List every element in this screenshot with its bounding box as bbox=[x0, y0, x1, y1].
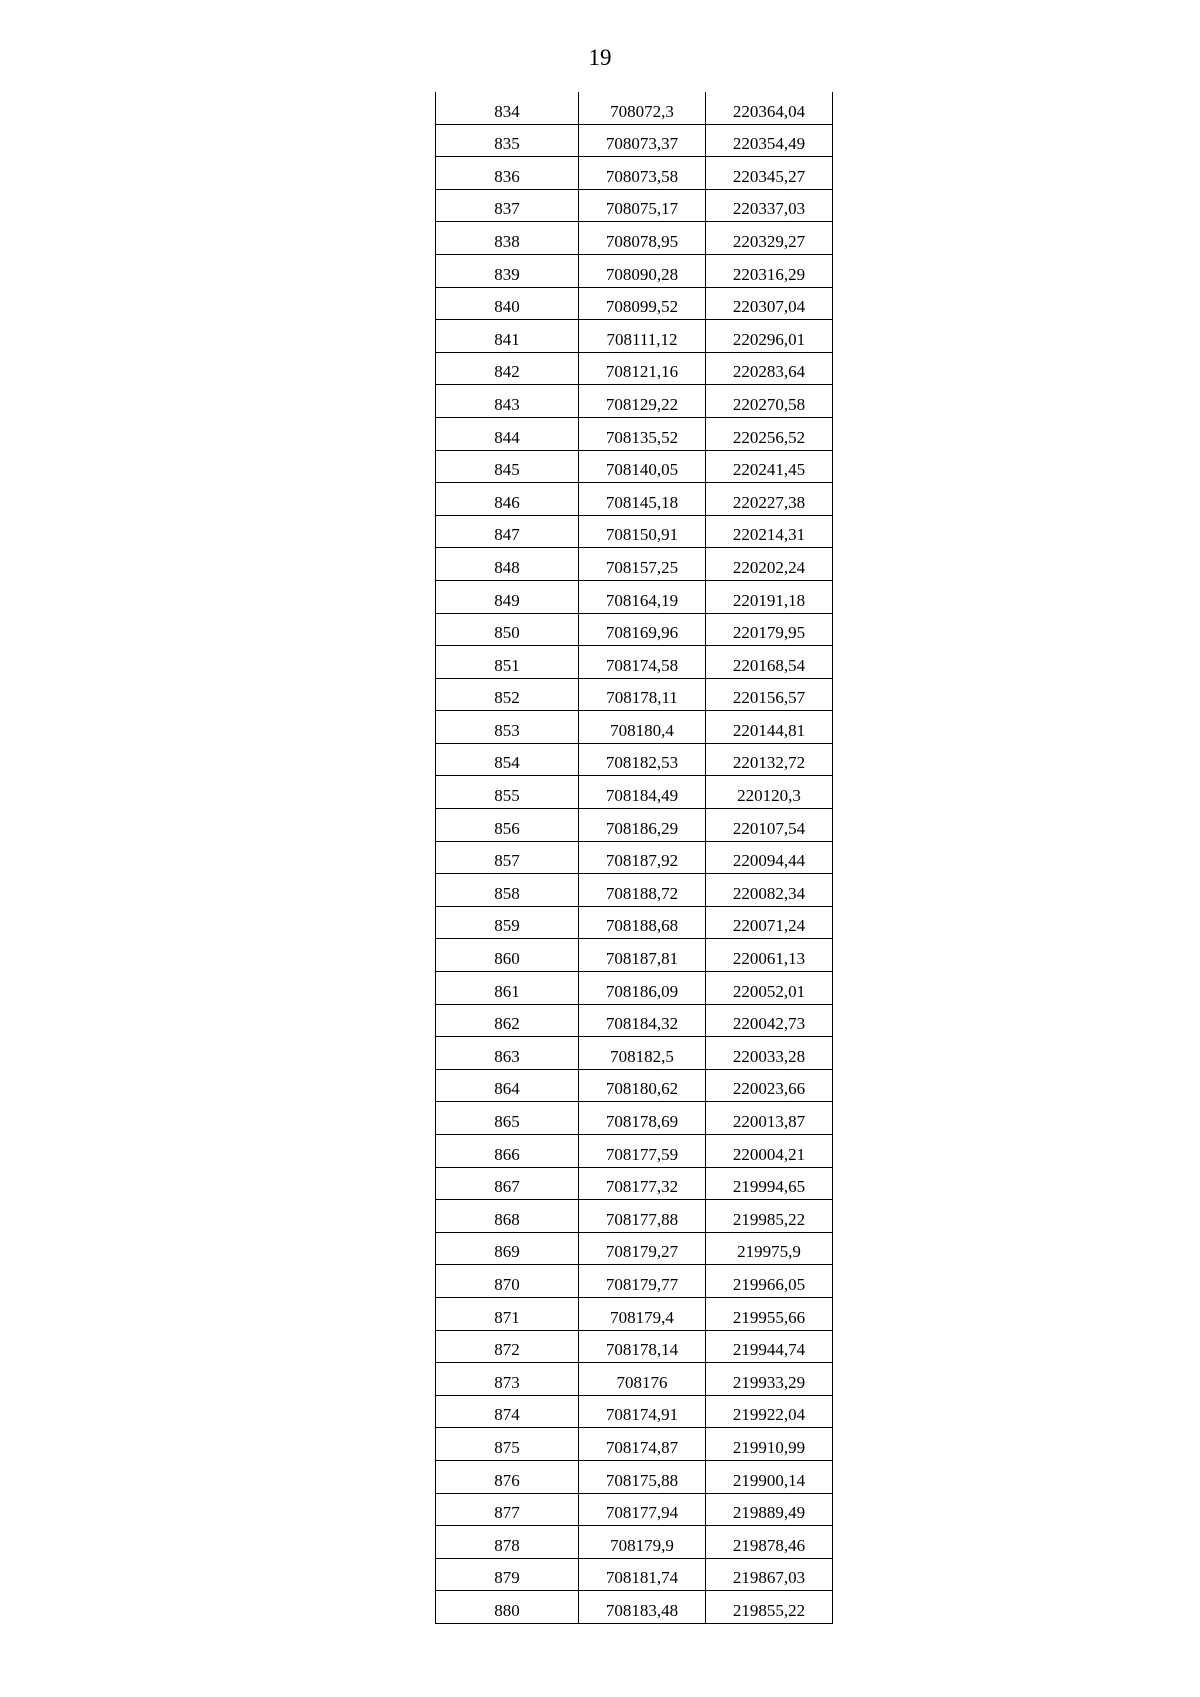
y-coordinate-cell: 219867,03 bbox=[706, 1558, 833, 1591]
table-row bbox=[436, 352, 833, 385]
x-coordinate-cell: 708179,27 bbox=[579, 1232, 706, 1265]
y-coordinate-cell: 219889,49 bbox=[706, 1493, 833, 1526]
point-number-cell: 870 bbox=[436, 1265, 579, 1298]
table-row bbox=[436, 483, 833, 516]
table-row bbox=[436, 1591, 833, 1624]
x-coordinate-cell: 708179,9 bbox=[579, 1526, 706, 1559]
y-coordinate-cell: 219933,29 bbox=[706, 1363, 833, 1396]
x-coordinate-cell: 708111,12 bbox=[579, 320, 706, 353]
point-number-cell: 874 bbox=[436, 1395, 579, 1428]
y-coordinate-cell: 219878,46 bbox=[706, 1526, 833, 1559]
table-row bbox=[436, 1232, 833, 1265]
table-row bbox=[436, 1493, 833, 1526]
point-number-cell: 880 bbox=[436, 1591, 579, 1624]
point-number-cell: 866 bbox=[436, 1135, 579, 1168]
x-coordinate-cell: 708180,4 bbox=[579, 711, 706, 744]
x-coordinate-cell: 708129,22 bbox=[579, 385, 706, 418]
point-number-cell: 867 bbox=[436, 1167, 579, 1200]
table-row bbox=[436, 1200, 833, 1233]
point-number-cell: 871 bbox=[436, 1297, 579, 1330]
y-coordinate-cell: 220033,28 bbox=[706, 1037, 833, 1070]
y-coordinate-cell: 220241,45 bbox=[706, 450, 833, 483]
table-row bbox=[436, 254, 833, 287]
point-number-cell: 878 bbox=[436, 1526, 579, 1559]
point-number-cell: 838 bbox=[436, 222, 579, 255]
x-coordinate-cell: 708175,88 bbox=[579, 1460, 706, 1493]
y-coordinate-cell: 220168,54 bbox=[706, 646, 833, 679]
coordinates-table bbox=[435, 92, 833, 1624]
table-row bbox=[436, 1526, 833, 1559]
x-coordinate-cell: 708186,29 bbox=[579, 809, 706, 842]
point-number-cell: 868 bbox=[436, 1200, 579, 1233]
x-coordinate-cell: 708121,16 bbox=[579, 352, 706, 385]
x-coordinate-cell: 708182,53 bbox=[579, 743, 706, 776]
table-row bbox=[436, 189, 833, 222]
point-number-cell: 850 bbox=[436, 613, 579, 646]
x-coordinate-cell: 708178,69 bbox=[579, 1102, 706, 1135]
point-number-cell: 851 bbox=[436, 646, 579, 679]
x-coordinate-cell: 708179,4 bbox=[579, 1297, 706, 1330]
x-coordinate-cell: 708090,28 bbox=[579, 254, 706, 287]
y-coordinate-cell: 220337,03 bbox=[706, 189, 833, 222]
table-row bbox=[436, 646, 833, 679]
y-coordinate-cell: 219985,22 bbox=[706, 1200, 833, 1233]
point-number-cell: 857 bbox=[436, 841, 579, 874]
y-coordinate-cell: 219994,65 bbox=[706, 1167, 833, 1200]
y-coordinate-cell: 219966,05 bbox=[706, 1265, 833, 1298]
table-row bbox=[436, 1395, 833, 1428]
x-coordinate-cell: 708135,52 bbox=[579, 417, 706, 450]
point-number-cell: 835 bbox=[436, 124, 579, 157]
point-number-cell: 842 bbox=[436, 352, 579, 385]
x-coordinate-cell: 708177,94 bbox=[579, 1493, 706, 1526]
x-coordinate-cell: 708150,91 bbox=[579, 515, 706, 548]
x-coordinate-cell: 708177,88 bbox=[579, 1200, 706, 1233]
y-coordinate-cell: 219910,99 bbox=[706, 1428, 833, 1461]
point-number-cell: 834 bbox=[436, 92, 579, 124]
x-coordinate-cell: 708182,5 bbox=[579, 1037, 706, 1070]
x-coordinate-cell: 708187,92 bbox=[579, 841, 706, 874]
y-coordinate-cell: 220191,18 bbox=[706, 580, 833, 613]
x-coordinate-cell: 708157,25 bbox=[579, 548, 706, 581]
point-number-cell: 872 bbox=[436, 1330, 579, 1363]
y-coordinate-cell: 220364,04 bbox=[706, 92, 833, 124]
table-row bbox=[436, 450, 833, 483]
x-coordinate-cell: 708177,32 bbox=[579, 1167, 706, 1200]
point-number-cell: 843 bbox=[436, 385, 579, 418]
point-number-cell: 844 bbox=[436, 417, 579, 450]
y-coordinate-cell: 219922,04 bbox=[706, 1395, 833, 1428]
x-coordinate-cell: 708183,48 bbox=[579, 1591, 706, 1624]
table-row bbox=[436, 906, 833, 939]
x-coordinate-cell: 708184,49 bbox=[579, 776, 706, 809]
x-coordinate-cell: 708073,58 bbox=[579, 157, 706, 190]
x-coordinate-cell: 708180,62 bbox=[579, 1069, 706, 1102]
table-row bbox=[436, 580, 833, 613]
point-number-cell: 876 bbox=[436, 1460, 579, 1493]
coordinates-table-body bbox=[436, 92, 833, 1623]
table-row bbox=[436, 1265, 833, 1298]
x-coordinate-cell: 708188,68 bbox=[579, 906, 706, 939]
point-number-cell: 877 bbox=[436, 1493, 579, 1526]
point-number-cell: 853 bbox=[436, 711, 579, 744]
point-number-cell: 841 bbox=[436, 320, 579, 353]
point-number-cell: 879 bbox=[436, 1558, 579, 1591]
x-coordinate-cell: 708178,11 bbox=[579, 678, 706, 711]
x-coordinate-cell: 708186,09 bbox=[579, 972, 706, 1005]
point-number-cell: 847 bbox=[436, 515, 579, 548]
table-row bbox=[436, 1004, 833, 1037]
y-coordinate-cell: 220179,95 bbox=[706, 613, 833, 646]
table-row bbox=[436, 92, 833, 124]
y-coordinate-cell: 220256,52 bbox=[706, 417, 833, 450]
y-coordinate-cell: 220214,31 bbox=[706, 515, 833, 548]
table-row bbox=[436, 678, 833, 711]
point-number-cell: 869 bbox=[436, 1232, 579, 1265]
table-row bbox=[436, 515, 833, 548]
point-number-cell: 846 bbox=[436, 483, 579, 516]
point-number-cell: 859 bbox=[436, 906, 579, 939]
point-number-cell: 836 bbox=[436, 157, 579, 190]
point-number-cell: 858 bbox=[436, 874, 579, 907]
table-row bbox=[436, 1558, 833, 1591]
y-coordinate-cell: 220094,44 bbox=[706, 841, 833, 874]
point-number-cell: 848 bbox=[436, 548, 579, 581]
y-coordinate-cell: 220052,01 bbox=[706, 972, 833, 1005]
y-coordinate-cell: 220202,24 bbox=[706, 548, 833, 581]
y-coordinate-cell: 219975,9 bbox=[706, 1232, 833, 1265]
point-number-cell: 837 bbox=[436, 189, 579, 222]
x-coordinate-cell: 708188,72 bbox=[579, 874, 706, 907]
x-coordinate-cell: 708169,96 bbox=[579, 613, 706, 646]
table-row bbox=[436, 548, 833, 581]
y-coordinate-cell: 220270,58 bbox=[706, 385, 833, 418]
y-coordinate-cell: 220120,3 bbox=[706, 776, 833, 809]
y-coordinate-cell: 220013,87 bbox=[706, 1102, 833, 1135]
y-coordinate-cell: 220061,13 bbox=[706, 939, 833, 972]
y-coordinate-cell: 220042,73 bbox=[706, 1004, 833, 1037]
x-coordinate-cell: 708075,17 bbox=[579, 189, 706, 222]
x-coordinate-cell: 708072,3 bbox=[579, 92, 706, 124]
x-coordinate-cell: 708179,77 bbox=[579, 1265, 706, 1298]
y-coordinate-cell: 220227,38 bbox=[706, 483, 833, 516]
table-row bbox=[436, 1102, 833, 1135]
page-number: 19 bbox=[588, 45, 612, 70]
y-coordinate-cell: 220316,29 bbox=[706, 254, 833, 287]
table-row bbox=[436, 157, 833, 190]
x-coordinate-cell: 708174,87 bbox=[579, 1428, 706, 1461]
point-number-cell: 845 bbox=[436, 450, 579, 483]
table-row bbox=[436, 1167, 833, 1200]
table-row bbox=[436, 809, 833, 842]
point-number-cell: 875 bbox=[436, 1428, 579, 1461]
x-coordinate-cell: 708174,91 bbox=[579, 1395, 706, 1428]
table-row bbox=[436, 613, 833, 646]
table-row bbox=[436, 1069, 833, 1102]
y-coordinate-cell: 220329,27 bbox=[706, 222, 833, 255]
y-coordinate-cell: 220354,49 bbox=[706, 124, 833, 157]
x-coordinate-cell: 708177,59 bbox=[579, 1135, 706, 1168]
y-coordinate-cell: 220296,01 bbox=[706, 320, 833, 353]
table-row bbox=[436, 222, 833, 255]
y-coordinate-cell: 220307,04 bbox=[706, 287, 833, 320]
table-row bbox=[436, 939, 833, 972]
table-row bbox=[436, 385, 833, 418]
y-coordinate-cell: 220071,24 bbox=[706, 906, 833, 939]
point-number-cell: 860 bbox=[436, 939, 579, 972]
y-coordinate-cell: 220345,27 bbox=[706, 157, 833, 190]
table-row bbox=[436, 1330, 833, 1363]
point-number-cell: 864 bbox=[436, 1069, 579, 1102]
x-coordinate-cell: 708178,14 bbox=[579, 1330, 706, 1363]
y-coordinate-cell: 220082,34 bbox=[706, 874, 833, 907]
point-number-cell: 873 bbox=[436, 1363, 579, 1396]
table-row bbox=[436, 417, 833, 450]
point-number-cell: 861 bbox=[436, 972, 579, 1005]
point-number-cell: 852 bbox=[436, 678, 579, 711]
y-coordinate-cell: 220132,72 bbox=[706, 743, 833, 776]
table-row bbox=[436, 874, 833, 907]
x-coordinate-cell: 708187,81 bbox=[579, 939, 706, 972]
x-coordinate-cell: 708176 bbox=[579, 1363, 706, 1396]
table-row bbox=[436, 1428, 833, 1461]
y-coordinate-cell: 220156,57 bbox=[706, 678, 833, 711]
x-coordinate-cell: 708073,37 bbox=[579, 124, 706, 157]
y-coordinate-cell: 219855,22 bbox=[706, 1591, 833, 1624]
table-row bbox=[436, 972, 833, 1005]
x-coordinate-cell: 708174,58 bbox=[579, 646, 706, 679]
table-row bbox=[436, 776, 833, 809]
point-number-cell: 862 bbox=[436, 1004, 579, 1037]
y-coordinate-cell: 219944,74 bbox=[706, 1330, 833, 1363]
y-coordinate-cell: 220004,21 bbox=[706, 1135, 833, 1168]
table-row bbox=[436, 1297, 833, 1330]
y-coordinate-cell: 219900,14 bbox=[706, 1460, 833, 1493]
y-coordinate-cell: 219955,66 bbox=[706, 1297, 833, 1330]
table-row bbox=[436, 320, 833, 353]
point-number-cell: 863 bbox=[436, 1037, 579, 1070]
table-row bbox=[436, 1135, 833, 1168]
x-coordinate-cell: 708099,52 bbox=[579, 287, 706, 320]
table-row bbox=[436, 1460, 833, 1493]
table-row bbox=[436, 124, 833, 157]
x-coordinate-cell: 708181,74 bbox=[579, 1558, 706, 1591]
x-coordinate-cell: 708184,32 bbox=[579, 1004, 706, 1037]
table-row bbox=[436, 1363, 833, 1396]
point-number-cell: 854 bbox=[436, 743, 579, 776]
point-number-cell: 865 bbox=[436, 1102, 579, 1135]
x-coordinate-cell: 708078,95 bbox=[579, 222, 706, 255]
y-coordinate-cell: 220283,64 bbox=[706, 352, 833, 385]
point-number-cell: 839 bbox=[436, 254, 579, 287]
y-coordinate-cell: 220023,66 bbox=[706, 1069, 833, 1102]
x-coordinate-cell: 708164,19 bbox=[579, 580, 706, 613]
table-row bbox=[436, 287, 833, 320]
point-number-cell: 855 bbox=[436, 776, 579, 809]
y-coordinate-cell: 220144,81 bbox=[706, 711, 833, 744]
table-row bbox=[436, 841, 833, 874]
x-coordinate-cell: 708145,18 bbox=[579, 483, 706, 516]
table-row bbox=[436, 1037, 833, 1070]
y-coordinate-cell: 220107,54 bbox=[706, 809, 833, 842]
point-number-cell: 840 bbox=[436, 287, 579, 320]
table-row bbox=[436, 743, 833, 776]
x-coordinate-cell: 708140,05 bbox=[579, 450, 706, 483]
point-number-cell: 849 bbox=[436, 580, 579, 613]
table-row bbox=[436, 711, 833, 744]
point-number-cell: 856 bbox=[436, 809, 579, 842]
